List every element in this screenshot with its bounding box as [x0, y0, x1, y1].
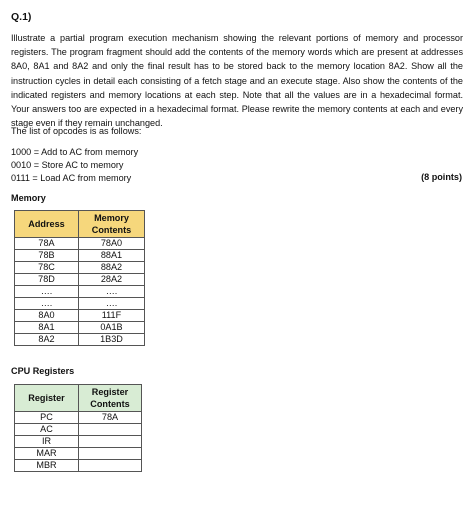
memory-contents-cell: 28A2 [79, 274, 145, 286]
register-contents-cell [79, 460, 142, 472]
memory-contents-cell: 88A1 [79, 250, 145, 262]
opcode-item: 0111 = Load AC from memory [11, 173, 132, 183]
memory-contents-cell: 1B3D [79, 334, 145, 346]
memory-contents-cell: 111F [79, 310, 145, 322]
register-name-cell: IR [15, 436, 79, 448]
address-cell: 8A1 [15, 322, 79, 334]
question-title: Q.1) [11, 11, 32, 23]
address-cell: 78B [15, 250, 79, 262]
register-contents-cell [79, 424, 142, 436]
memory-heading: Memory [11, 193, 46, 203]
memory-row [15, 238, 145, 250]
register-name-cell: MBR [15, 460, 79, 472]
opcode-item: 0010 = Store AC to memory [11, 160, 124, 170]
memory-contents-cell: 88A2 [79, 262, 145, 274]
memory-row [15, 250, 145, 262]
memory-contents-cell: …. [79, 298, 145, 310]
register-name-cell: MAR [15, 448, 79, 460]
points-label: (8 points) [421, 172, 462, 182]
address-cell: 78C [15, 262, 79, 274]
registers-table-header [15, 385, 142, 412]
register-name-cell: AC [15, 424, 79, 436]
register-row [15, 424, 142, 436]
register-row [15, 460, 142, 472]
register-row [15, 448, 142, 460]
memory-row [15, 322, 145, 334]
opcode-list-heading: The list of opcodes is as follows: [11, 126, 142, 136]
register-contents-header: Register Contents [79, 385, 142, 412]
register-header: Register [15, 385, 79, 412]
question-body: Illustrate a partial program execution mechanism showing the relevant portions of memory and processor registers. The program fragment should add the contents of the memory words which are present at addresses 8A0, 8A1 and 8A2 and only the final result has to be stored back to the memory location 8A2. Show all the instruction cycles in detail each consisting of a fetch stage and an execute stage. Also show the contents of the indicated registers and memory locations at each step. Note that all the values are in a hexadecimal format. Your answers too are expected in a hexadecimal format. Please rewrite the memory contents at each and every stage even if they remain unchanged. [11, 33, 463, 129]
register-contents-cell [79, 436, 142, 448]
memory-table-header [15, 211, 145, 238]
memory-contents-cell: …. [79, 286, 145, 298]
address-cell: …. [15, 286, 79, 298]
address-header: Address [15, 211, 79, 238]
address-cell: …. [15, 298, 79, 310]
memory-contents-cell: 0A1B [79, 322, 145, 334]
cpu-registers-heading: CPU Registers [11, 366, 75, 376]
address-cell: 8A0 [15, 310, 79, 322]
memory-row [15, 262, 145, 274]
address-cell: 8A2 [15, 334, 79, 346]
memory-row [15, 310, 145, 322]
memory-contents-header: Memory Contents [79, 211, 145, 238]
register-row [15, 436, 142, 448]
register-row [15, 412, 142, 424]
memory-row [15, 334, 145, 346]
register-name-cell: PC [15, 412, 79, 424]
register-contents-cell: 78A [79, 412, 142, 424]
memory-row [15, 298, 145, 310]
address-cell: 78A [15, 238, 79, 250]
memory-table [14, 210, 145, 346]
memory-row [15, 274, 145, 286]
cpu-registers-table [14, 384, 142, 472]
memory-row [15, 286, 145, 298]
opcode-item: 1000 = Add to AC from memory [11, 147, 139, 157]
memory-contents-cell: 78A0 [79, 238, 145, 250]
register-contents-cell [79, 448, 142, 460]
address-cell: 78D [15, 274, 79, 286]
